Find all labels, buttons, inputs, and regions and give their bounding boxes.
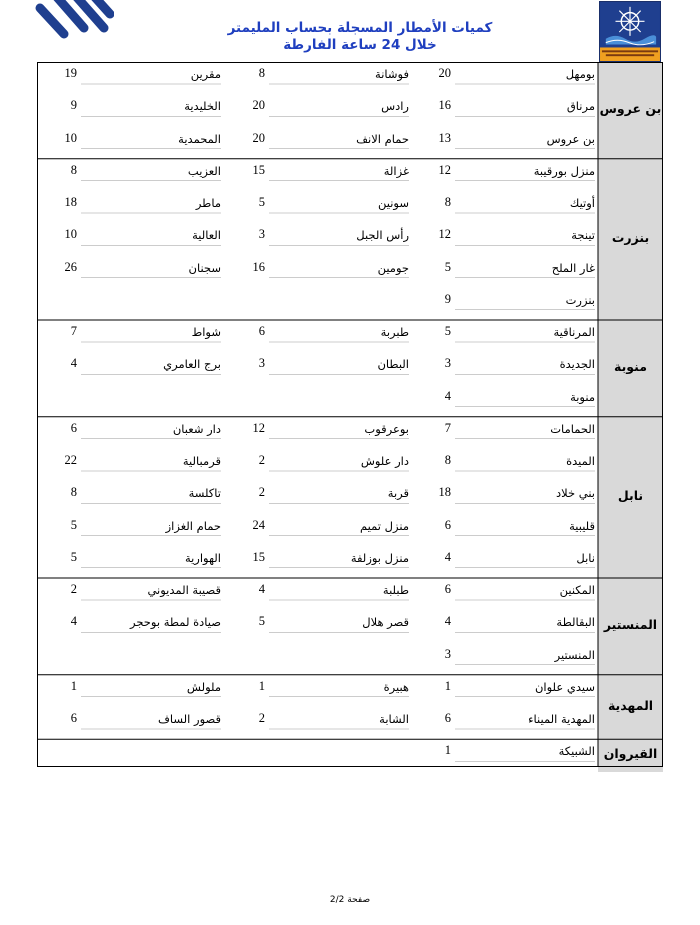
station-name: المحمدية <box>178 131 221 146</box>
rainfall-value: 4 <box>444 614 451 629</box>
rainfall-value: 6 <box>70 420 77 435</box>
station-name: البطان <box>377 357 409 372</box>
station-name: منزل تميم <box>360 518 409 533</box>
rainfall-value: 16 <box>438 98 451 113</box>
station-name: جومين <box>377 260 409 275</box>
rainfall-value: 4 <box>70 356 77 371</box>
rainfall-value: 8 <box>70 162 77 177</box>
rainfall-value: 6 <box>444 517 451 532</box>
institute-logo <box>599 1 661 62</box>
rainfall-value: 7 <box>70 324 77 338</box>
station-name: الميدة <box>566 454 595 468</box>
rainfall-value: 2 <box>70 582 77 596</box>
station-name: قصر هلال <box>362 615 409 630</box>
rainfall-value: 4 <box>258 582 265 596</box>
station-name: بومهل <box>565 67 595 81</box>
station-name: قصور الساف <box>157 712 221 726</box>
station-name: مقرين <box>190 67 221 81</box>
station-name: منوبة <box>570 389 595 404</box>
rainfall-value: 3 <box>258 227 265 242</box>
rainfall-value: 1 <box>258 678 265 693</box>
rainfall-value: 9 <box>444 291 451 306</box>
station-name: العالية <box>192 228 221 243</box>
station-name: الحمامات <box>550 421 595 436</box>
rainfall-value: 12 <box>252 420 265 435</box>
rainfall-value: 5 <box>258 195 265 209</box>
station-name: بني خلاد <box>555 486 595 501</box>
rainfall-value: 19 <box>64 66 77 80</box>
station-name: رادس <box>381 99 409 114</box>
station-name: نابل <box>576 550 595 565</box>
station-name: العزيب <box>187 163 221 178</box>
rainfall-value: 5 <box>258 614 265 629</box>
rainfall-value: 1 <box>444 678 451 693</box>
station-name: الشابة <box>379 712 409 726</box>
station-name: المهدية الميناء <box>528 712 595 726</box>
station-name: رأس الجبل <box>356 228 409 243</box>
rainfall-value: 7 <box>444 420 451 435</box>
station-name: أوتيك <box>569 196 595 210</box>
station-name: هبيرة <box>383 679 409 694</box>
table-lines <box>37 62 663 767</box>
station-name: تينجة <box>571 228 595 243</box>
station-name: ملولش <box>186 679 221 694</box>
station-name: برج العامري <box>163 357 221 372</box>
rainfall-value: 6 <box>70 711 77 725</box>
station-name: سجنان <box>188 260 221 275</box>
station-name: ماطر <box>195 196 221 210</box>
station-name: سيدي علوان <box>534 679 595 694</box>
station-name: طبربة <box>380 325 409 339</box>
rainfall-value: 18 <box>64 195 77 209</box>
station-name: الشبيكة <box>558 744 595 759</box>
station-name: حمام الانف <box>356 131 409 146</box>
rainfall-value: 1 <box>70 678 77 693</box>
rainfall-value: 24 <box>252 517 265 532</box>
station-name: طبلبة <box>382 583 409 597</box>
station-name: الجديدة <box>559 357 595 372</box>
rainfall-value: 6 <box>258 324 265 338</box>
station-name: منزل بوزلفة <box>350 550 409 565</box>
rainfall-value: 2 <box>258 711 265 725</box>
region-name: منوبة <box>614 359 647 375</box>
station-name: قليبية <box>569 518 595 533</box>
rainfall-value: 4 <box>70 614 77 629</box>
rainfall-value: 5 <box>444 324 451 338</box>
rainfall-value: 16 <box>252 259 265 274</box>
rainfall-value: 5 <box>70 549 77 564</box>
rainfall-value: 6 <box>444 582 451 596</box>
rainfall-value: 10 <box>64 227 77 242</box>
rainfall-value: 8 <box>444 453 451 467</box>
station-name: تاكلسة <box>188 486 221 501</box>
rainfall-value: 22 <box>64 453 77 467</box>
page-subtitle: خلال 24 ساعة الفارطة <box>283 37 437 53</box>
page-title: كميات الأمطار المسجلة بحساب المليمتر <box>227 20 493 36</box>
station-name: فوشانة <box>375 67 409 81</box>
station-name: دار شعبان <box>172 421 221 436</box>
rainfall-value: 18 <box>438 485 451 500</box>
rainfall-value: 10 <box>64 130 77 145</box>
station-name: شواط <box>191 325 221 339</box>
rainfall-value: 26 <box>64 259 77 274</box>
rainfall-table <box>37 62 663 767</box>
region-name: المهدية <box>607 698 654 713</box>
page-number: صفحة 2/2 <box>329 895 371 905</box>
rainfall-value: 3 <box>258 356 265 371</box>
region-name: بن عروس <box>599 101 662 117</box>
station-name: مرناق <box>566 99 595 114</box>
rainfall-value: 5 <box>444 259 451 274</box>
rainfall-value: 20 <box>438 66 451 80</box>
station-name: سونين <box>377 196 409 210</box>
rainfall-value: 20 <box>252 98 265 113</box>
station-name: قصيبة المديوني <box>147 583 221 597</box>
rainfall-value: 5 <box>70 517 77 532</box>
rainfall-value: 4 <box>444 549 451 564</box>
station-name: دار علوش <box>360 454 409 468</box>
station-name: بن عروس <box>546 131 595 146</box>
decorative-stripes <box>34 0 114 66</box>
rainfall-value: 15 <box>252 162 265 177</box>
station-name: قربة <box>387 486 409 501</box>
station-name: المكنين <box>559 583 595 597</box>
station-name: غزالة <box>383 163 409 178</box>
station-name: الخليدية <box>184 99 221 114</box>
rainfall-value: 3 <box>444 356 451 371</box>
region-name: بنزرت <box>611 230 650 246</box>
rainfall-value: 4 <box>444 388 451 403</box>
station-name: غار الملح <box>551 260 595 275</box>
rainfall-value: 13 <box>438 130 451 145</box>
rainfall-value: 12 <box>438 162 451 177</box>
station-name: قرمبالية <box>182 454 221 468</box>
rainfall-value: 12 <box>438 227 451 242</box>
region-name: القيروان <box>603 746 658 762</box>
rainfall-value: 20 <box>252 130 265 145</box>
station-name: المرناقية <box>553 325 595 339</box>
rainfall-value: 8 <box>70 485 77 500</box>
station-name: البقالطة <box>556 615 595 630</box>
rainfall-value: 8 <box>444 195 451 209</box>
rainfall-value: 3 <box>444 646 451 661</box>
rainfall-value: 2 <box>258 453 265 467</box>
station-name: صيادة لمطة بوحجر <box>130 615 221 630</box>
station-name: بنزرت <box>565 292 595 307</box>
station-name: الهوارية <box>184 550 221 565</box>
station-name: المنستير <box>554 647 595 662</box>
table-border <box>38 63 663 767</box>
station-name: منزل بورقيبة <box>533 163 595 178</box>
rainfall-value: 1 <box>444 743 451 758</box>
station-name: بوعرقوب <box>364 421 409 436</box>
rainfall-value: 6 <box>444 711 451 725</box>
rainfall-value: 9 <box>70 98 77 113</box>
region-name: المنستير <box>603 617 658 633</box>
rainfall-value: 8 <box>258 66 265 80</box>
rainfall-value: 15 <box>252 549 265 564</box>
station-name: حمام الغزاز <box>165 518 221 533</box>
rainfall-value: 2 <box>258 485 265 500</box>
region-name: نابل <box>617 488 644 504</box>
